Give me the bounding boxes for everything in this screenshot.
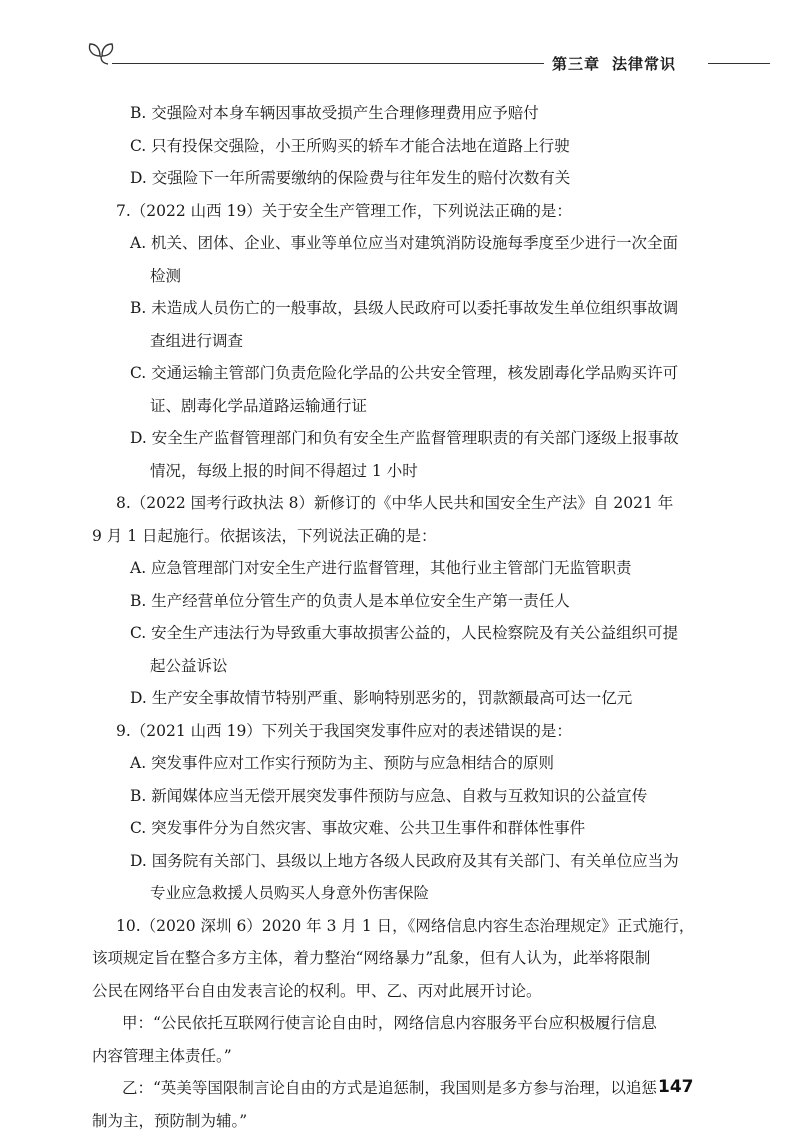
option-line: D. 国务院有关部门、县级以上地方各级人民政府及其有关部门、有关单位应当为 bbox=[130, 851, 679, 870]
option-continuation-line: 证、剧毒化学品道路运输通行证 bbox=[150, 396, 368, 415]
question-line: 7.（2022 山西 19）关于安全生产管理工作，下列说法正确的是： bbox=[116, 201, 572, 220]
page-number: 147 bbox=[658, 1077, 694, 1097]
paragraph-continuation-line: 公民在网络平台自由发表言论的权利。甲、乙、丙对此展开讨论。 bbox=[92, 981, 542, 1000]
page-body bbox=[92, 97, 702, 1137]
paragraph-continuation-line: 9 月 1 日起施行。依据该法，下列说法正确的是： bbox=[92, 526, 437, 545]
question-line: 10.（2020 深圳 6）2020 年 3 月 1 日，《网络信息内容生态治理规定》正式施行， bbox=[116, 916, 695, 935]
chapter-number: 第三章 bbox=[552, 55, 601, 73]
paragraph-continuation-line: 该项规定旨在整合多方主体，着力整治“网络暴力”乱象，但有人认为，此举将限制 bbox=[92, 949, 651, 967]
option-line: D. 安全生产监督管理部门和负有安全生产监督管理职责的有关部门逐级上报事故 bbox=[130, 429, 679, 447]
page-header bbox=[0, 0, 800, 80]
option-line: B. 新闻媒体应当无偿开展突发事件预防与应急、自救与互救知识的公益宣传 bbox=[130, 786, 648, 805]
option-continuation-line: 情况，每级上报的时间不得超过 1 小时 bbox=[150, 461, 418, 480]
option-line: D. 交强险下一年所需要缴纳的保险费与往年发生的赔付次数有关 bbox=[130, 169, 571, 187]
option-continuation-line: 起公益诉讼 bbox=[150, 656, 228, 675]
paragraph-line: 乙：“英美等国限制言论自由的方式是追惩制，我国则是多方参与治理，以追惩 bbox=[122, 1079, 657, 1097]
option-line: C. 安全生产违法行为导致重大事故损害公益的，人民检察院及有关公益组织可提 bbox=[130, 624, 679, 642]
option-line: C. 只有投保交强险，小王所购买的轿车才能合法地在道路上行驶 bbox=[130, 136, 570, 155]
question-line: 8.（2022 国考行政执法 8）新修订的《中华人民共和国安全生产法》自 2021 年 bbox=[116, 494, 674, 512]
chapter-title: 法律常识 bbox=[612, 55, 677, 73]
option-line: B. 交强险对本身车辆因事故受损产生合理修理费用应予赔付 bbox=[130, 104, 539, 122]
option-line: B. 未造成人员伤亡的一般事故，县级人民政府可以委托事故发生单位组织事故调 bbox=[130, 299, 679, 317]
option-continuation-line: 检测 bbox=[150, 266, 182, 285]
option-line: A. 突发事件应对工作实行预防为主、预防与应急相结合的原则 bbox=[130, 754, 555, 772]
option-line: C. 交通运输主管部门负责危险化学品的公共安全管理，核发剧毒化学品购买许可 bbox=[130, 364, 679, 382]
paragraph-continuation-line: 制为主，预防制为辅。” bbox=[92, 1111, 248, 1130]
option-line: C. 突发事件分为自然灾害、事故灾难、公共卫生事件和群体性事件 bbox=[130, 819, 586, 837]
header-rule-right bbox=[708, 63, 770, 64]
chapter-label bbox=[552, 53, 676, 74]
option-continuation-line: 专业应急救援人员购买人身意外伤害保险 bbox=[150, 884, 430, 902]
leaf-sprout-icon bbox=[82, 36, 122, 70]
question-line: 9.（2021 山西 19）下列关于我国突发事件应对的表述错误的是： bbox=[116, 721, 572, 740]
header-rule-left bbox=[112, 63, 544, 64]
paragraph-line: 甲：“公民依托互联网行使言论自由时，网络信息内容服务平台应积极履行信息 bbox=[122, 1014, 657, 1032]
option-line: A. 机关、团体、企业、事业等单位应当对建筑消防设施每季度至少进行一次全面 bbox=[130, 234, 679, 252]
option-line: B. 生产经营单位分管生产的负责人是本单位安全生产第一责任人 bbox=[130, 591, 570, 610]
option-line: A. 应急管理部门对安全生产进行监督管理，其他行业主管部门无监管职责 bbox=[130, 559, 632, 577]
option-continuation-line: 查组进行调查 bbox=[150, 331, 244, 350]
option-line: D. 生产安全事故情节特别严重、影响特别恶劣的，罚款额最高可达一亿元 bbox=[130, 689, 633, 707]
paragraph-continuation-line: 内容管理主体责任。” bbox=[92, 1046, 232, 1065]
